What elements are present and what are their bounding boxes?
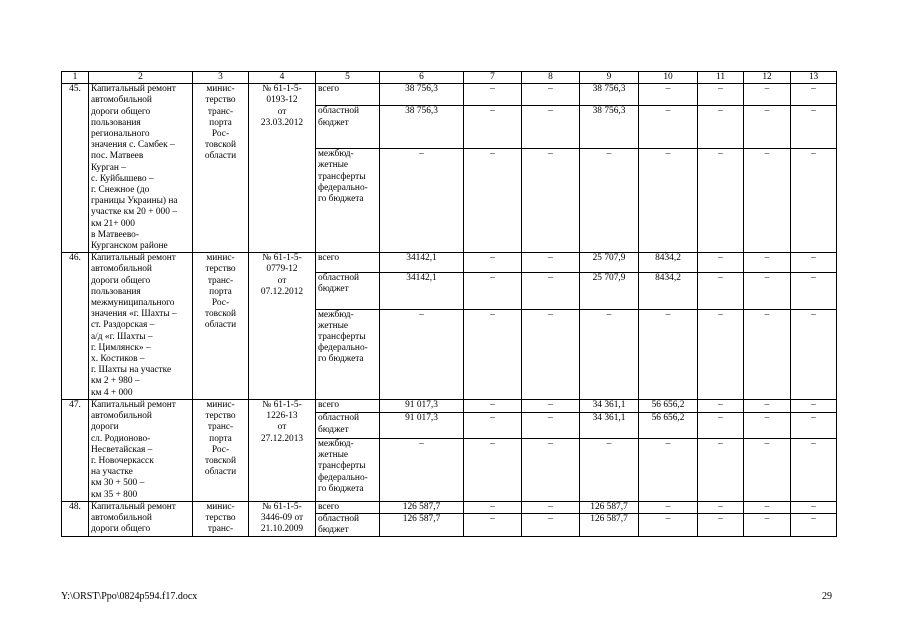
amount-cell: 34 361,1 [580, 413, 639, 439]
expertise-document: № 61-1-5- 0193-12 от 23.03.2012 [249, 84, 316, 253]
amount-cell: – [698, 513, 744, 536]
amount-cell: 126 587,7 [580, 513, 639, 536]
row-number: 47. [62, 399, 89, 501]
amount-cell: – [464, 149, 522, 253]
column-number: 7 [464, 72, 522, 84]
amount-cell: – [744, 413, 791, 439]
amount-cell: – [522, 272, 580, 309]
amount-cell: – [744, 513, 791, 536]
amount-cell: 56 656,2 [639, 399, 698, 412]
amount-cell: – [744, 439, 791, 502]
funding-source: областной бюджет [316, 106, 380, 149]
table-row [62, 501, 837, 513]
amount-cell: – [580, 439, 639, 502]
column-number: 6 [380, 72, 464, 84]
amount-cell: – [698, 84, 744, 106]
amount-cell: – [464, 413, 522, 439]
amount-cell: – [698, 309, 744, 399]
amount-cell: – [380, 149, 464, 253]
amount-cell: – [698, 253, 744, 272]
amount-cell: – [639, 309, 698, 399]
amount-cell: – [464, 439, 522, 502]
amount-cell: – [522, 84, 580, 106]
amount-cell: 34142,1 [380, 272, 464, 309]
column-number-row [62, 72, 837, 84]
amount-cell: 38 756,3 [580, 106, 639, 149]
budget-table [61, 71, 837, 537]
row-number: 46. [62, 253, 89, 400]
amount-cell: – [744, 253, 791, 272]
amount-cell: – [791, 272, 837, 309]
amount-cell: – [744, 501, 791, 513]
amount-cell: 56 656,2 [639, 413, 698, 439]
amount-cell: – [522, 309, 580, 399]
column-number: 5 [316, 72, 380, 84]
amount-cell: – [698, 399, 744, 412]
row-number: 45. [62, 84, 89, 253]
amount-cell: – [464, 501, 522, 513]
amount-cell: 25 707,9 [580, 253, 639, 272]
page-number: 29 [822, 591, 832, 602]
funding-source: всего [316, 84, 380, 106]
amount-cell: – [522, 413, 580, 439]
amount-cell: – [744, 272, 791, 309]
funding-source: всего [316, 501, 380, 513]
amount-cell: – [464, 513, 522, 536]
amount-cell: 8434,2 [639, 272, 698, 309]
amount-cell: – [744, 106, 791, 149]
amount-cell: – [522, 501, 580, 513]
object-name: Капитальный ремонт автомобильной дороги общего [89, 501, 193, 537]
amount-cell: – [580, 309, 639, 399]
amount-cell: 91 017,3 [380, 399, 464, 412]
amount-cell: 38 756,3 [580, 84, 639, 106]
amount-cell: 91 017,3 [380, 413, 464, 439]
amount-cell: – [464, 272, 522, 309]
amount-cell: – [744, 309, 791, 399]
amount-cell: – [791, 106, 837, 149]
amount-cell: – [791, 309, 837, 399]
amount-cell: – [698, 413, 744, 439]
amount-cell: – [791, 84, 837, 106]
amount-cell: – [522, 106, 580, 149]
amount-cell: – [522, 513, 580, 536]
amount-cell: – [698, 106, 744, 149]
amount-cell: – [791, 399, 837, 412]
amount-cell: – [698, 501, 744, 513]
column-number: 8 [522, 72, 580, 84]
amount-cell: 8434,2 [639, 253, 698, 272]
amount-cell: 34142,1 [380, 253, 464, 272]
amount-cell: 126 587,7 [380, 501, 464, 513]
amount-cell: – [698, 149, 744, 253]
amount-cell: 25 707,9 [580, 272, 639, 309]
amount-cell: – [464, 309, 522, 399]
amount-cell: – [380, 439, 464, 502]
amount-cell: – [698, 439, 744, 502]
amount-cell: – [639, 84, 698, 106]
row-number: 48. [62, 501, 89, 537]
table-row [62, 399, 837, 412]
column-number: 1 [62, 72, 89, 84]
amount-cell: – [464, 399, 522, 412]
amount-cell: – [791, 501, 837, 513]
amount-cell: – [744, 399, 791, 412]
amount-cell: – [744, 84, 791, 106]
amount-cell: – [380, 309, 464, 399]
column-number: 3 [193, 72, 249, 84]
object-name: Капитальный ремонт автомобильной дороги общего пользования межмуниципального значения «г. Шахты – ст. Раздорская – а/д «г. Шахты – г. Цимлянск» – х. Костиков – г. Шахты на участке км 2 + 980 – км 4 + 000 [89, 253, 193, 400]
amount-cell: – [522, 253, 580, 272]
customer-org: минис- терство транс- порта Рос- товской области [193, 253, 249, 400]
customer-org: минис- терство транс- порта Рос- товской области [193, 84, 249, 253]
amount-cell: – [464, 253, 522, 272]
amount-cell: 38 756,3 [380, 84, 464, 106]
amount-cell: – [744, 149, 791, 253]
amount-cell: – [522, 399, 580, 412]
column-number: 4 [249, 72, 316, 84]
object-name: Капитальный ремонт автомобильной дороги общего пользования регионального значения с. Самбек – пос. Матвеев Курган – с. Куйбышево – г. Снежное (до границы Украины) на участке км 20 + 000 – км 21+ 000 в Матвеево- Курганском районе [89, 84, 193, 253]
column-number: 2 [89, 72, 193, 84]
table-row [62, 253, 837, 272]
funding-source: межбюд- жетные трансферты федерально- го бюджета [316, 309, 380, 399]
amount-cell: – [791, 439, 837, 502]
amount-cell: 38 756,3 [380, 106, 464, 149]
footer-file-path: Y:\ORST\Ppo\0824p594.f17.docx [61, 591, 198, 602]
amount-cell: – [639, 501, 698, 513]
funding-source: областной бюджет [316, 513, 380, 536]
amount-cell: – [580, 149, 639, 253]
amount-cell: – [639, 513, 698, 536]
amount-cell: – [639, 439, 698, 502]
funding-source: межбюд- жетные трансферты федерально- го бюджета [316, 149, 380, 253]
column-number: 13 [791, 72, 837, 84]
amount-cell: – [464, 106, 522, 149]
funding-source: всего [316, 253, 380, 272]
column-number: 9 [580, 72, 639, 84]
expertise-document: № 61-1-5- 3446-09 от 21.10.2009 [249, 501, 316, 537]
amount-cell: – [698, 272, 744, 309]
amount-cell: 126 587,7 [580, 501, 639, 513]
amount-cell: – [639, 149, 698, 253]
funding-source: областной бюджет [316, 272, 380, 309]
amount-cell: 126 587,7 [380, 513, 464, 536]
expertise-document: № 61-1-5- 0779-12 от 07.12.2012 [249, 253, 316, 400]
customer-org: минис- терство транс- [193, 501, 249, 537]
amount-cell: – [522, 439, 580, 502]
amount-cell: – [791, 413, 837, 439]
column-number: 10 [639, 72, 698, 84]
funding-source: межбюд- жетные трансферты федерально- го бюджета [316, 439, 380, 502]
amount-cell: – [791, 149, 837, 253]
expertise-document: № 61-1-5- 1226-13 от 27.12.2013 [249, 399, 316, 501]
amount-cell: – [464, 84, 522, 106]
amount-cell: 34 361,1 [580, 399, 639, 412]
table-row [62, 84, 837, 106]
amount-cell: – [791, 253, 837, 272]
object-name: Капитальный ремонт автомобильной дороги сл. Родионово- Несветайская – г. Новочеркасск на участке км 30 + 500 – км 35 + 800 [89, 399, 193, 501]
amount-cell: – [522, 149, 580, 253]
column-number: 12 [744, 72, 791, 84]
funding-source: всего [316, 399, 380, 412]
amount-cell: – [791, 513, 837, 536]
amount-cell: – [639, 106, 698, 149]
customer-org: минис- терство транс- порта Рос- товской области [193, 399, 249, 501]
column-number: 11 [698, 72, 744, 84]
funding-source: областной бюджет [316, 413, 380, 439]
table-body [62, 72, 837, 537]
